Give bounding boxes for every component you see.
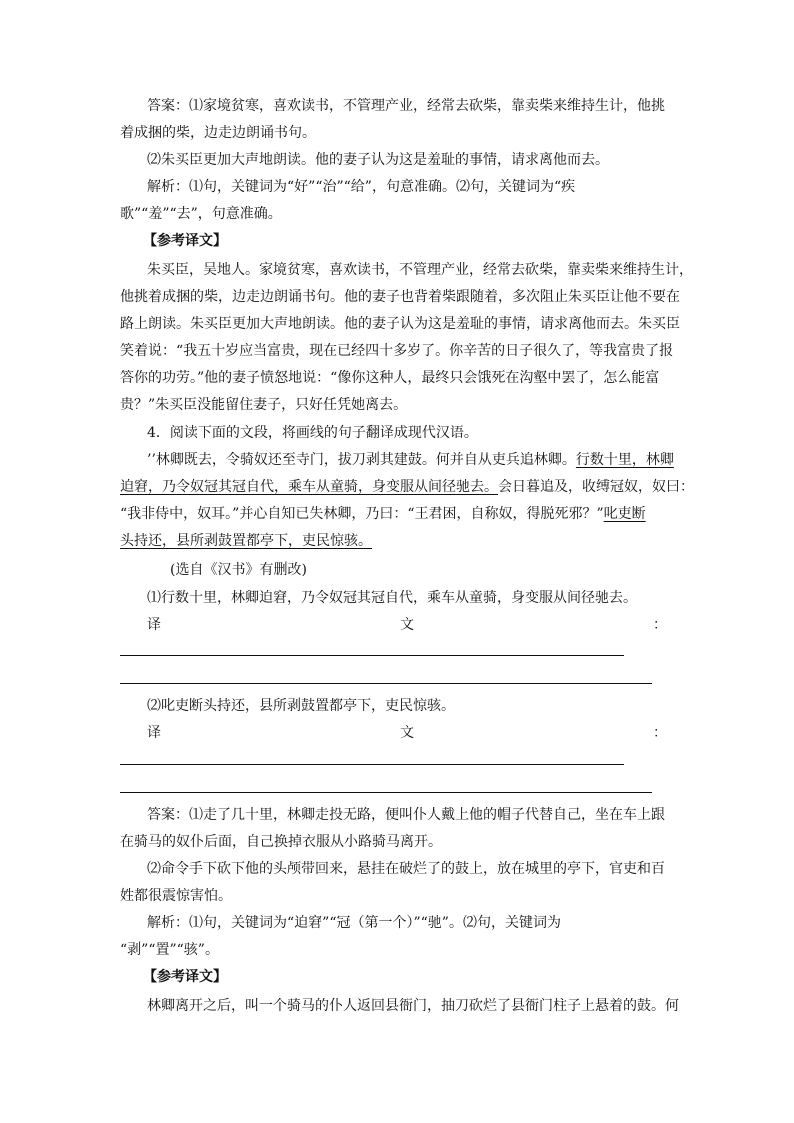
answer-line[interactable] bbox=[120, 792, 652, 793]
passage-line3 bbox=[120, 504, 646, 524]
ref1-line3: 路上朗读。朱买臣更加大声地朗读。他的妻子认为这是羞耻的事情，请求离他而去。朱买臣 bbox=[120, 316, 680, 332]
answer2-line4: 姓都很震惊害怕。 bbox=[120, 888, 232, 904]
answer-line[interactable] bbox=[120, 764, 624, 765]
translation-label-2 bbox=[147, 723, 667, 743]
sentence1: ⑴行数十里，林卿迫窘，乃令奴冠其冠自代，乘车从童骑，身变服从间径驰去。 bbox=[147, 590, 637, 606]
answer1-line1: 答案：⑴家境贫寒，喜欢读书，不管理产业，经常去砍柴，靠卖柴来维持生计，他挑 bbox=[147, 98, 665, 114]
ref1-heading: 【参考译文】 bbox=[143, 233, 227, 249]
yi-label: 译 bbox=[147, 725, 161, 741]
passage-text: 会日暮追及，收缚冠奴，奴曰： bbox=[498, 479, 694, 495]
question4-title: 4．阅读下面的文段，将画线的句子翻译成现代汉语。 bbox=[147, 425, 478, 441]
colon-label: ： bbox=[653, 617, 667, 633]
answer2-line3: ⑵命令手下砍下他的头颅带回来，悬挂在破烂了的鼓上，放在城里的亭下，官吏和百 bbox=[147, 861, 665, 877]
ref2-heading: 【参考译文】 bbox=[143, 969, 227, 985]
ref1-line5: 答你的功劳。”他的妻子愤怒地说：“像你这种人，最终只会饿死在沟壑中罢了，怎么能富 bbox=[120, 370, 660, 386]
ref1-line1: 朱买臣，吴地人。家境贫寒，喜欢读书，不管理产业，经常去砍柴，靠卖柴来维持生计， bbox=[147, 262, 693, 278]
wen-label: 文 bbox=[400, 617, 414, 633]
wen-label: 文 bbox=[400, 725, 414, 741]
answer2-line2: 在骑马的奴仆后面，自己换掉衣服从小路骑马离开。 bbox=[120, 834, 442, 850]
underlined-sentence-1-cont: 迫窘，乃令奴冠其冠自代，乘车从童骑，身变服从间径驰去。 bbox=[120, 479, 498, 495]
passage-text: ’’林卿既去，令骑奴还至寺门，拔刀剥其建鼓。何并自从吏兵追林卿。 bbox=[147, 452, 576, 468]
translation-label-1 bbox=[147, 615, 667, 635]
underlined-sentence-2: 叱吏断 bbox=[603, 506, 646, 522]
sentence2: ⑵叱吏断头持还，县所剥鼓置都亭下，吏民惊骇。 bbox=[147, 698, 455, 714]
answer2-line1: 答案：⑴走了几十里，林卿走投无路，便叫仆人戴上他的帽子代替自己，坐在车上跟 bbox=[147, 807, 665, 823]
analysis2-line2: “剥”“置”“骇”。 bbox=[120, 942, 219, 958]
ref1-line6: 贵？”朱买臣没能留住妻子，只好任凭她离去。 bbox=[120, 397, 408, 413]
ref1-line4: 笑着说：“我五十岁应当富贵，现在已经四十多岁了。你辛苦的日子很久了，等我富贵了报 bbox=[120, 343, 674, 359]
answer1-line2: 着成捆的柴，边走边朗诵书句。 bbox=[120, 125, 316, 141]
ref2-line1: 林卿离开之后，叫一个骑马的仆人返回县衙门，抽刀砍烂了县衙门柱子上悬着的鼓。何 bbox=[147, 998, 679, 1014]
analysis1-line2: 歌”“羞”“去”，句意准确。 bbox=[120, 206, 282, 222]
underlined-sentence-2-cont: 头持还，县所剥鼓置都亭下，吏民惊骇。 bbox=[120, 533, 372, 549]
analysis2-line1: 解析：⑴句，关键词为“迫窘”“冠（第一个）”“驰”。⑵句，关键词为 bbox=[147, 915, 561, 931]
passage-text: “我非侍中，奴耳。”并心自知已失林卿，乃曰：“王君困，自称奴，得脱死邪？” bbox=[120, 506, 604, 522]
passage-line2 bbox=[120, 477, 694, 497]
underlined-sentence-1: 行数十里，林卿 bbox=[575, 452, 674, 468]
passage-source: (选自《汉书》有删改) bbox=[170, 562, 307, 578]
answer-line[interactable] bbox=[120, 683, 652, 684]
yi-label: 译 bbox=[147, 617, 161, 633]
answer1-line3: ⑵朱买臣更加大声地朗读。他的妻子认为这是羞耻的事情，请求离他而去。 bbox=[147, 152, 609, 168]
passage-line1 bbox=[147, 450, 674, 470]
analysis1-line1: 解析：⑴句，关键词为“好”“治”“给”，句意准确。⑵句，关键词为“疾 bbox=[147, 179, 576, 195]
ref1-line2: 他挑着成捆的柴，边走边朗诵书句。他的妻子也背着柴跟随着，多次阻止朱买臣让他不要在 bbox=[120, 289, 680, 305]
colon-label: ： bbox=[653, 725, 667, 741]
answer-line[interactable] bbox=[120, 655, 624, 656]
